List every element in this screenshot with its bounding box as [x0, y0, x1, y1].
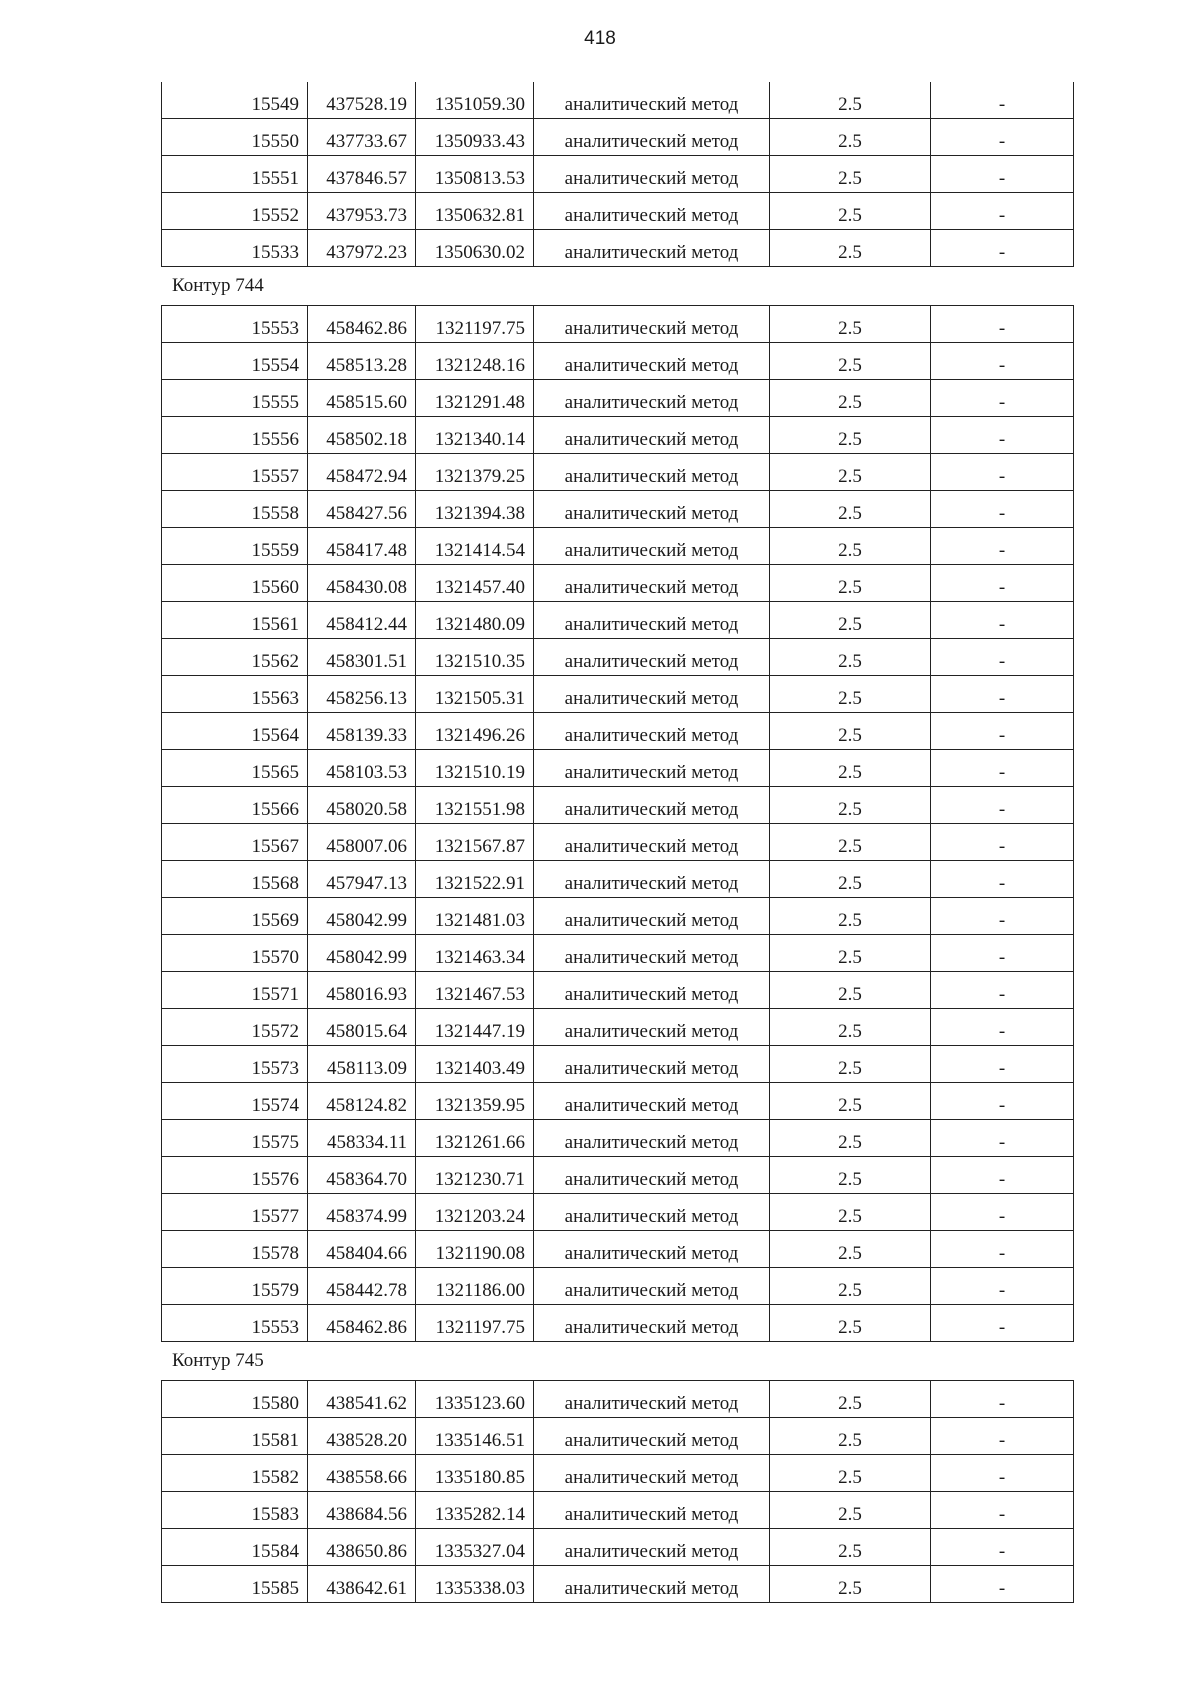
point-number-cell: 15574 — [162, 1083, 308, 1120]
accuracy-cell: 2.5 — [770, 972, 931, 1009]
table-row — [162, 306, 1074, 343]
description-cell: - — [931, 82, 1074, 119]
method-cell: аналитический метод — [534, 193, 770, 230]
description-cell: - — [931, 1083, 1074, 1120]
method-cell: аналитический метод — [534, 750, 770, 787]
method-cell: аналитический метод — [534, 1009, 770, 1046]
y-coordinate-cell: 1335123.60 — [416, 1381, 534, 1418]
point-number-cell: 15553 — [162, 306, 308, 343]
y-coordinate-cell: 1335180.85 — [416, 1455, 534, 1492]
table-row — [162, 1492, 1074, 1529]
y-coordinate-cell: 1350813.53 — [416, 156, 534, 193]
x-coordinate-cell: 458020.58 — [308, 787, 416, 824]
x-coordinate-cell: 437733.67 — [308, 119, 416, 156]
y-coordinate-cell: 1321463.34 — [416, 935, 534, 972]
x-coordinate-cell: 458124.82 — [308, 1083, 416, 1120]
method-cell: аналитический метод — [534, 602, 770, 639]
x-coordinate-cell: 438642.61 — [308, 1566, 416, 1603]
method-cell: аналитический метод — [534, 528, 770, 565]
y-coordinate-cell: 1321203.24 — [416, 1194, 534, 1231]
description-cell: - — [931, 1157, 1074, 1194]
point-number-cell: 15585 — [162, 1566, 308, 1603]
accuracy-cell: 2.5 — [770, 1120, 931, 1157]
method-cell: аналитический метод — [534, 935, 770, 972]
description-cell: - — [931, 1009, 1074, 1046]
accuracy-cell: 2.5 — [770, 193, 931, 230]
x-coordinate-cell: 458430.08 — [308, 565, 416, 602]
point-number-cell: 15580 — [162, 1381, 308, 1418]
description-cell: - — [931, 1305, 1074, 1342]
method-cell: аналитический метод — [534, 1120, 770, 1157]
description-cell: - — [931, 193, 1074, 230]
x-coordinate-cell: 458502.18 — [308, 417, 416, 454]
point-number-cell: 15568 — [162, 861, 308, 898]
table-row — [162, 1455, 1074, 1492]
point-number-cell: 15560 — [162, 565, 308, 602]
description-cell: - — [931, 713, 1074, 750]
accuracy-cell: 2.5 — [770, 82, 931, 119]
method-cell: аналитический метод — [534, 230, 770, 267]
y-coordinate-cell: 1321359.95 — [416, 1083, 534, 1120]
table-row — [162, 935, 1074, 972]
x-coordinate-cell: 438650.86 — [308, 1529, 416, 1566]
y-coordinate-cell: 1335327.04 — [416, 1529, 534, 1566]
table-row — [162, 491, 1074, 528]
accuracy-cell: 2.5 — [770, 1492, 931, 1529]
point-number-cell: 15575 — [162, 1120, 308, 1157]
accuracy-cell: 2.5 — [770, 861, 931, 898]
method-cell: аналитический метод — [534, 1418, 770, 1455]
table-row — [162, 713, 1074, 750]
y-coordinate-cell: 1350632.81 — [416, 193, 534, 230]
y-coordinate-cell: 1321467.53 — [416, 972, 534, 1009]
description-cell: - — [931, 528, 1074, 565]
method-cell: аналитический метод — [534, 1455, 770, 1492]
y-coordinate-cell: 1321248.16 — [416, 343, 534, 380]
description-cell: - — [931, 1268, 1074, 1305]
y-coordinate-cell: 1321197.75 — [416, 1305, 534, 1342]
method-cell: аналитический метод — [534, 676, 770, 713]
description-cell: - — [931, 156, 1074, 193]
point-number-cell: 15566 — [162, 787, 308, 824]
accuracy-cell: 2.5 — [770, 565, 931, 602]
description-cell: - — [931, 343, 1074, 380]
table-row — [162, 417, 1074, 454]
description-cell: - — [931, 454, 1074, 491]
x-coordinate-cell: 458015.64 — [308, 1009, 416, 1046]
y-coordinate-cell: 1335282.14 — [416, 1492, 534, 1529]
accuracy-cell: 2.5 — [770, 713, 931, 750]
point-number-cell: 15563 — [162, 676, 308, 713]
y-coordinate-cell: 1321186.00 — [416, 1268, 534, 1305]
y-coordinate-cell: 1321505.31 — [416, 676, 534, 713]
y-coordinate-cell: 1321403.49 — [416, 1046, 534, 1083]
point-number-cell: 15578 — [162, 1231, 308, 1268]
y-coordinate-cell: 1321522.91 — [416, 861, 534, 898]
accuracy-cell: 2.5 — [770, 1231, 931, 1268]
point-number-cell: 15583 — [162, 1492, 308, 1529]
table-row — [162, 454, 1074, 491]
contour-section — [161, 1342, 1073, 1603]
accuracy-cell: 2.5 — [770, 156, 931, 193]
point-number-cell: 15533 — [162, 230, 308, 267]
x-coordinate-cell: 458472.94 — [308, 454, 416, 491]
point-number-cell: 15582 — [162, 1455, 308, 1492]
table-row — [162, 1381, 1074, 1418]
page-number: 418 — [584, 28, 616, 49]
y-coordinate-cell: 1321190.08 — [416, 1231, 534, 1268]
table-row — [162, 676, 1074, 713]
y-coordinate-cell: 1335146.51 — [416, 1418, 534, 1455]
x-coordinate-cell: 458334.11 — [308, 1120, 416, 1157]
table-row — [162, 1009, 1074, 1046]
table-row — [162, 1046, 1074, 1083]
table-row — [162, 565, 1074, 602]
accuracy-cell: 2.5 — [770, 1268, 931, 1305]
accuracy-cell: 2.5 — [770, 602, 931, 639]
y-coordinate-cell: 1321551.98 — [416, 787, 534, 824]
x-coordinate-cell: 458427.56 — [308, 491, 416, 528]
table-row — [162, 972, 1074, 1009]
table-row — [162, 1305, 1074, 1342]
table-row — [162, 1157, 1074, 1194]
accuracy-cell: 2.5 — [770, 454, 931, 491]
table-row — [162, 602, 1074, 639]
y-coordinate-cell: 1321510.35 — [416, 639, 534, 676]
method-cell: аналитический метод — [534, 824, 770, 861]
method-cell: аналитический метод — [534, 306, 770, 343]
coordinate-catalog — [161, 82, 1073, 1603]
contour-title: Контур 745 — [172, 1350, 264, 1371]
description-cell: - — [931, 1194, 1074, 1231]
accuracy-cell: 2.5 — [770, 1381, 931, 1418]
y-coordinate-cell: 1321496.26 — [416, 713, 534, 750]
description-cell: - — [931, 824, 1074, 861]
y-coordinate-cell: 1321480.09 — [416, 602, 534, 639]
method-cell: аналитический метод — [534, 417, 770, 454]
point-number-cell: 15579 — [162, 1268, 308, 1305]
method-cell: аналитический метод — [534, 1083, 770, 1120]
method-cell: аналитический метод — [534, 1529, 770, 1566]
method-cell: аналитический метод — [534, 119, 770, 156]
x-coordinate-cell: 458442.78 — [308, 1268, 416, 1305]
accuracy-cell: 2.5 — [770, 639, 931, 676]
y-coordinate-cell: 1321261.66 — [416, 1120, 534, 1157]
method-cell: аналитический метод — [534, 1381, 770, 1418]
table-row — [162, 1120, 1074, 1157]
description-cell: - — [931, 306, 1074, 343]
table-row — [162, 861, 1074, 898]
y-coordinate-cell: 1321510.19 — [416, 750, 534, 787]
x-coordinate-cell: 458462.86 — [308, 1305, 416, 1342]
point-number-cell: 15576 — [162, 1157, 308, 1194]
accuracy-cell: 2.5 — [770, 1455, 931, 1492]
method-cell: аналитический метод — [534, 343, 770, 380]
contour-section — [161, 82, 1073, 267]
table-row — [162, 343, 1074, 380]
y-coordinate-cell: 1321567.87 — [416, 824, 534, 861]
point-number-cell: 15570 — [162, 935, 308, 972]
y-coordinate-cell: 1321340.14 — [416, 417, 534, 454]
method-cell: аналитический метод — [534, 713, 770, 750]
method-cell: аналитический метод — [534, 1231, 770, 1268]
method-cell: аналитический метод — [534, 972, 770, 1009]
table-row — [162, 1566, 1074, 1603]
description-cell: - — [931, 972, 1074, 1009]
accuracy-cell: 2.5 — [770, 1566, 931, 1603]
table-row — [162, 82, 1074, 119]
table-row — [162, 230, 1074, 267]
x-coordinate-cell: 458515.60 — [308, 380, 416, 417]
table-row — [162, 1083, 1074, 1120]
method-cell: аналитический метод — [534, 787, 770, 824]
x-coordinate-cell: 458417.48 — [308, 528, 416, 565]
y-coordinate-cell: 1350933.43 — [416, 119, 534, 156]
point-number-cell: 15558 — [162, 491, 308, 528]
table-row — [162, 750, 1074, 787]
accuracy-cell: 2.5 — [770, 676, 931, 713]
method-cell: аналитический метод — [534, 491, 770, 528]
y-coordinate-cell: 1350630.02 — [416, 230, 534, 267]
y-coordinate-cell: 1335338.03 — [416, 1566, 534, 1603]
accuracy-cell: 2.5 — [770, 898, 931, 935]
y-coordinate-cell: 1321291.48 — [416, 380, 534, 417]
description-cell: - — [931, 380, 1074, 417]
description-cell: - — [931, 639, 1074, 676]
description-cell: - — [931, 861, 1074, 898]
description-cell: - — [931, 750, 1074, 787]
method-cell: аналитический метод — [534, 82, 770, 119]
method-cell: аналитический метод — [534, 565, 770, 602]
description-cell: - — [931, 1231, 1074, 1268]
x-coordinate-cell: 458462.86 — [308, 306, 416, 343]
accuracy-cell: 2.5 — [770, 1194, 931, 1231]
description-cell: - — [931, 602, 1074, 639]
x-coordinate-cell: 458412.44 — [308, 602, 416, 639]
y-coordinate-cell: 1321457.40 — [416, 565, 534, 602]
accuracy-cell: 2.5 — [770, 1157, 931, 1194]
x-coordinate-cell: 458042.99 — [308, 898, 416, 935]
coordinates-table — [161, 82, 1074, 267]
x-coordinate-cell: 458139.33 — [308, 713, 416, 750]
description-cell: - — [931, 1418, 1074, 1455]
accuracy-cell: 2.5 — [770, 1529, 931, 1566]
point-number-cell: 15573 — [162, 1046, 308, 1083]
point-number-cell: 15561 — [162, 602, 308, 639]
x-coordinate-cell: 458513.28 — [308, 343, 416, 380]
accuracy-cell: 2.5 — [770, 343, 931, 380]
point-number-cell: 15549 — [162, 82, 308, 119]
point-number-cell: 15562 — [162, 639, 308, 676]
point-number-cell: 15554 — [162, 343, 308, 380]
x-coordinate-cell: 438684.56 — [308, 1492, 416, 1529]
accuracy-cell: 2.5 — [770, 1046, 931, 1083]
x-coordinate-cell: 437953.73 — [308, 193, 416, 230]
table-row — [162, 156, 1074, 193]
accuracy-cell: 2.5 — [770, 1009, 931, 1046]
point-number-cell: 15571 — [162, 972, 308, 1009]
accuracy-cell: 2.5 — [770, 824, 931, 861]
y-coordinate-cell: 1321394.38 — [416, 491, 534, 528]
y-coordinate-cell: 1321379.25 — [416, 454, 534, 491]
method-cell: аналитический метод — [534, 380, 770, 417]
x-coordinate-cell: 458374.99 — [308, 1194, 416, 1231]
table-row — [162, 193, 1074, 230]
point-number-cell: 15551 — [162, 156, 308, 193]
accuracy-cell: 2.5 — [770, 380, 931, 417]
description-cell: - — [931, 676, 1074, 713]
x-coordinate-cell: 457947.13 — [308, 861, 416, 898]
x-coordinate-cell: 438528.20 — [308, 1418, 416, 1455]
table-row — [162, 1194, 1074, 1231]
accuracy-cell: 2.5 — [770, 1418, 931, 1455]
accuracy-cell: 2.5 — [770, 306, 931, 343]
point-number-cell: 15550 — [162, 119, 308, 156]
point-number-cell: 15564 — [162, 713, 308, 750]
table-row — [162, 787, 1074, 824]
point-number-cell: 15569 — [162, 898, 308, 935]
description-cell: - — [931, 787, 1074, 824]
description-cell: - — [931, 1492, 1074, 1529]
point-number-cell: 15584 — [162, 1529, 308, 1566]
method-cell: аналитический метод — [534, 1046, 770, 1083]
method-cell: аналитический метод — [534, 1268, 770, 1305]
table-row — [162, 528, 1074, 565]
x-coordinate-cell: 437846.57 — [308, 156, 416, 193]
method-cell: аналитический метод — [534, 1194, 770, 1231]
method-cell: аналитический метод — [534, 1492, 770, 1529]
method-cell: аналитический метод — [534, 898, 770, 935]
point-number-cell: 15555 — [162, 380, 308, 417]
x-coordinate-cell: 458404.66 — [308, 1231, 416, 1268]
description-cell: - — [931, 491, 1074, 528]
accuracy-cell: 2.5 — [770, 1083, 931, 1120]
point-number-cell: 15552 — [162, 193, 308, 230]
point-number-cell: 15581 — [162, 1418, 308, 1455]
accuracy-cell: 2.5 — [770, 750, 931, 787]
y-coordinate-cell: 1321197.75 — [416, 306, 534, 343]
y-coordinate-cell: 1321414.54 — [416, 528, 534, 565]
y-coordinate-cell: 1321447.19 — [416, 1009, 534, 1046]
description-cell: - — [931, 1529, 1074, 1566]
point-number-cell: 15565 — [162, 750, 308, 787]
accuracy-cell: 2.5 — [770, 528, 931, 565]
description-cell: - — [931, 1566, 1074, 1603]
x-coordinate-cell: 458301.51 — [308, 639, 416, 676]
table-row — [162, 380, 1074, 417]
point-number-cell: 15556 — [162, 417, 308, 454]
contour-section — [161, 267, 1073, 1342]
method-cell: аналитический метод — [534, 861, 770, 898]
x-coordinate-cell: 458016.93 — [308, 972, 416, 1009]
method-cell: аналитический метод — [534, 1566, 770, 1603]
y-coordinate-cell: 1321230.71 — [416, 1157, 534, 1194]
y-coordinate-cell: 1351059.30 — [416, 82, 534, 119]
table-row — [162, 1231, 1074, 1268]
accuracy-cell: 2.5 — [770, 230, 931, 267]
point-number-cell: 15553 — [162, 1305, 308, 1342]
table-row — [162, 1529, 1074, 1566]
point-number-cell: 15572 — [162, 1009, 308, 1046]
description-cell: - — [931, 230, 1074, 267]
coordinates-table — [161, 1380, 1074, 1603]
table-row — [162, 1268, 1074, 1305]
accuracy-cell: 2.5 — [770, 1305, 931, 1342]
x-coordinate-cell: 458364.70 — [308, 1157, 416, 1194]
description-cell: - — [931, 119, 1074, 156]
point-number-cell: 15567 — [162, 824, 308, 861]
table-row — [162, 119, 1074, 156]
x-coordinate-cell: 437528.19 — [308, 82, 416, 119]
table-row — [162, 824, 1074, 861]
description-cell: - — [931, 1120, 1074, 1157]
accuracy-cell: 2.5 — [770, 491, 931, 528]
accuracy-cell: 2.5 — [770, 119, 931, 156]
x-coordinate-cell: 438558.66 — [308, 1455, 416, 1492]
x-coordinate-cell: 437972.23 — [308, 230, 416, 267]
point-number-cell: 15577 — [162, 1194, 308, 1231]
description-cell: - — [931, 935, 1074, 972]
point-number-cell: 15557 — [162, 454, 308, 491]
accuracy-cell: 2.5 — [770, 935, 931, 972]
description-cell: - — [931, 1381, 1074, 1418]
table-row — [162, 898, 1074, 935]
table-row — [162, 1418, 1074, 1455]
x-coordinate-cell: 458103.53 — [308, 750, 416, 787]
description-cell: - — [931, 1046, 1074, 1083]
accuracy-cell: 2.5 — [770, 787, 931, 824]
method-cell: аналитический метод — [534, 454, 770, 491]
method-cell: аналитический метод — [534, 156, 770, 193]
x-coordinate-cell: 458113.09 — [308, 1046, 416, 1083]
method-cell: аналитический метод — [534, 1157, 770, 1194]
accuracy-cell: 2.5 — [770, 417, 931, 454]
table-row — [162, 639, 1074, 676]
y-coordinate-cell: 1321481.03 — [416, 898, 534, 935]
x-coordinate-cell: 458007.06 — [308, 824, 416, 861]
description-cell: - — [931, 565, 1074, 602]
description-cell: - — [931, 417, 1074, 454]
method-cell: аналитический метод — [534, 639, 770, 676]
x-coordinate-cell: 458256.13 — [308, 676, 416, 713]
description-cell: - — [931, 1455, 1074, 1492]
method-cell: аналитический метод — [534, 1305, 770, 1342]
contour-title: Контур 744 — [172, 275, 264, 296]
x-coordinate-cell: 458042.99 — [308, 935, 416, 972]
point-number-cell: 15559 — [162, 528, 308, 565]
coordinates-table — [161, 305, 1074, 1342]
x-coordinate-cell: 438541.62 — [308, 1381, 416, 1418]
description-cell: - — [931, 898, 1074, 935]
